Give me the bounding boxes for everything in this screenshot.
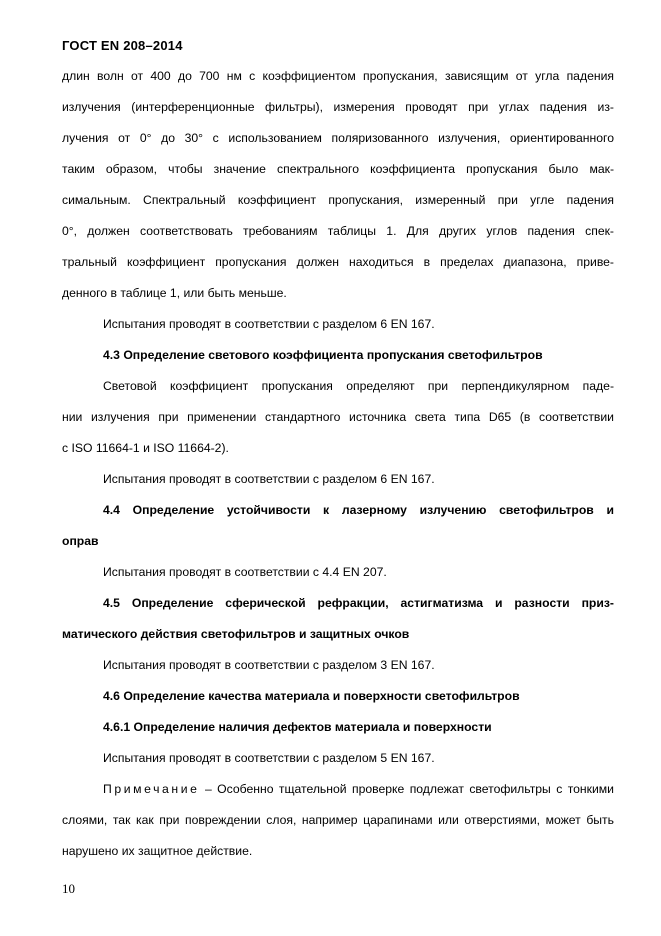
text-line: Испытания проводят в соответствии с 4.4 EN 207. [103,565,387,579]
section-heading-4-5: 4.5 Определение сферической рефракции, астигматизма и разности приз- [103,596,614,610]
text-line: Световой коэффициент пропускания определяют при перпендикулярном паде- [103,379,614,393]
note-line [62,782,614,813]
document-header: ГОСТ EN 208–2014 [62,38,183,53]
note-line: нарушено их защитное действие. [62,844,253,858]
section-heading-4-3: 4.3 Определение светового коэффициента пропускания светофильтров [103,348,543,362]
text-line: Испытания проводят в соответствии с разделом 6 EN 167. [103,317,435,331]
text-line: Испытания проводят в соответствии с разделом 3 EN 167. [103,658,435,672]
text-line: длин волн от 400 до 700 нм с коэффициентом пропускания, зависящим от угла падения [62,69,614,83]
text-line: денного в таблице 1, или быть меньше. [62,286,287,300]
text-line: Испытания проводят в соответствии с разделом 6 EN 167. [103,472,435,486]
note-text: – Особенно тщательной проверке подлежат светофильтры с тонкими [204,782,614,796]
section-heading-4-5-cont: матического действия светофильтров и защитных очков [62,627,410,641]
text-line: с ISO 11664-1 и ISO 11664-2). [62,441,229,455]
section-heading-4-4: 4.4 Определение устойчивости к лазерному излучению светофильтров и [103,503,614,517]
page-number: 10 [62,881,75,896]
text-line: излучения (интерференционные фильтры), измерения проводят при углах падения из- [62,100,614,114]
text-line: тральный коэффициент пропускания должен находиться в пределах диапазона, приве- [62,255,614,269]
text-line: нии излучения при применении стандартного источника света типа D65 (в соответствии [62,410,614,424]
section-heading-4-6-1: 4.6.1 Определение наличия дефектов материала и поверхности [103,720,492,734]
document-body [62,69,614,875]
text-line: таким образом, чтобы значение спектрального коэффициента пропускания было мак- [62,162,614,176]
text-line: 0°, должен соответствовать требованиям таблицы 1. Для других углов падения спек- [62,224,614,238]
note-line: слоями, так как при повреждении слоя, например царапинами или отверстиями, может быть [62,813,614,827]
text-line: Испытания проводят в соответствии с разделом 5 EN 167. [103,751,435,765]
section-heading-4-4-cont: оправ [62,534,99,548]
section-heading-4-6: 4.6 Определение качества материала и поверхности светофильтров [103,689,520,703]
text-line: симальным. Спектральный коэффициент пропускания, измеренный при угле падения [62,193,614,207]
text-line: лучения от 0° до 30° с использованием поляризованного излучения, ориентированного [62,131,614,145]
note-label: Примечание [103,782,200,796]
